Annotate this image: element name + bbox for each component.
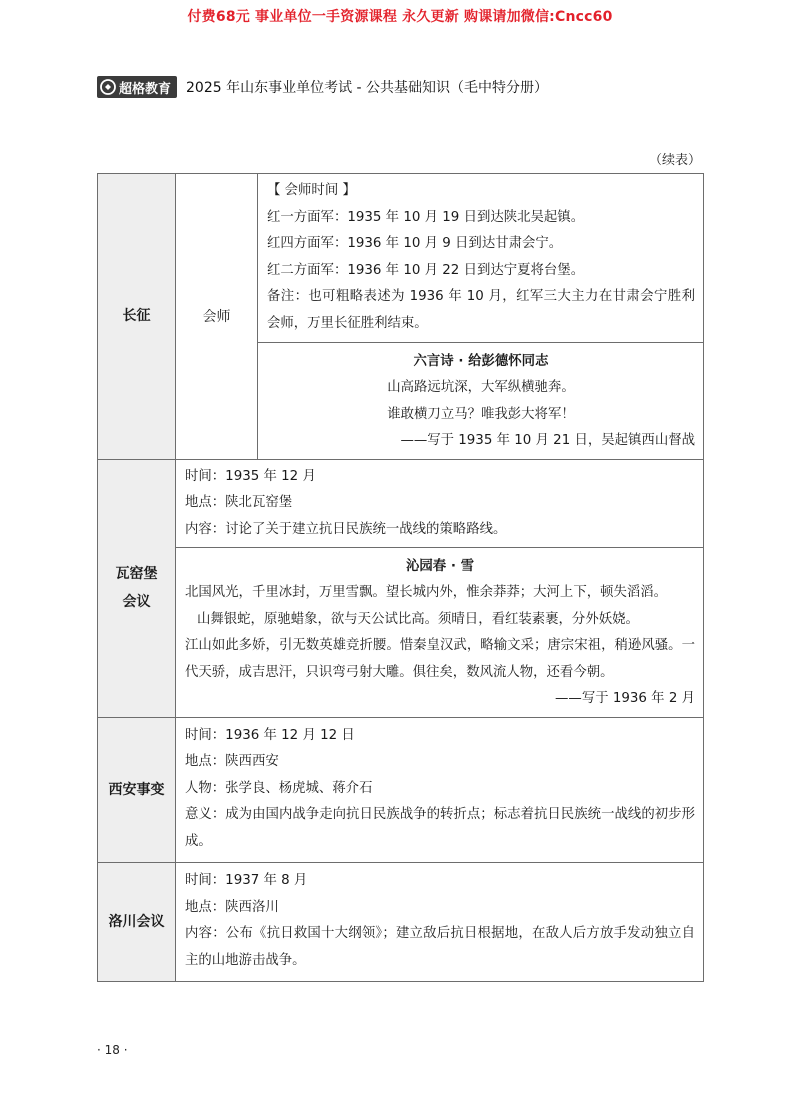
page-number: · 18 ·: [97, 1043, 128, 1057]
logo-text: 超格教育: [119, 81, 172, 97]
promo-banner: 付费68元 事业单位一手资源课程 永久更新 购课请加微信:Cncc60: [187, 9, 613, 25]
poem-cell-peng: [258, 343, 704, 460]
page-header: [97, 76, 548, 98]
table-row-xian: [98, 717, 704, 863]
category-changzheng: 长征: [98, 174, 176, 460]
army-line-2: 红四方面军：1936 年 10 月 9 日到达甘肃会宁。: [267, 236, 563, 251]
army-line-1: 红一方面军：1935 年 10 月 19 日到达陕北吴起镇。: [267, 209, 585, 225]
table-row-wayaobao-info: [98, 459, 704, 548]
content-line: 内容：讨论了关于建立抗日民族统一战线的策略路线。: [185, 521, 507, 537]
logo-icon: [100, 79, 116, 95]
table-row-wayaobao-poem: [98, 548, 704, 718]
poem-title-snow: 沁园春 · 雪: [406, 559, 474, 574]
significance-line: 意义：成为由国内战争走向抗日民族战争的转折点；标志着抗日民族统一战线的初步形成。: [185, 807, 695, 849]
poem-line: 谁敢横刀立马？唯我彭大将军！: [387, 406, 575, 422]
poem-line: 江山如此多娇，引无数英雄竞折腰。惜秦皇汉武，略输文采；唐宗宋祖，稍逊风骚。一代天骄，成吉思汗，只识弯弓射大雕。俱往矣，数风流人物，还看今朝。: [185, 638, 695, 680]
history-table: [97, 173, 704, 982]
place-line: 地点：陕北瓦窑堡: [185, 495, 293, 510]
category-xian: 西安事变: [98, 717, 176, 863]
poem-line: 山舞银蛇，原驰蜡象，欲与天公试比高。须晴日，看红装素裹，分外妖娆。: [197, 611, 639, 627]
poem-signature: ——写于 1935 年 10 月 21 日，吴起镇西山督战: [400, 433, 695, 448]
luochuan-info-cell: [176, 863, 704, 982]
meeting-time-cell: [258, 174, 704, 343]
time-line: 时间：1936 年 12 月 12 日: [185, 727, 355, 743]
poem-signature: ——写于 1936 年 2 月: [555, 691, 695, 706]
table-row-changzheng-meeting: [98, 174, 704, 343]
poem-title-peng: 六言诗 · 给彭德怀同志: [413, 354, 549, 369]
category-luochuan: 洛川会议: [98, 863, 176, 982]
category-line: 会议: [122, 594, 151, 610]
poem-cell-snow: [176, 548, 704, 718]
time-line: 时间：1935 年 12 月: [185, 468, 316, 484]
place-line: 地点：陕西洛川: [185, 899, 279, 915]
content-line: 内容：公布《抗日救国十大纲领》；建立敌后抗日根据地，在敌人后方放手发动独立自主的山地游击战争。: [185, 926, 695, 968]
wayaobao-info-cell: [176, 459, 704, 548]
people-line: 人物：张学良、杨虎城、蒋介石: [185, 780, 373, 796]
place-line: 地点：陕西西安: [185, 754, 279, 769]
xian-info-cell: [176, 717, 704, 863]
category-line: 瓦窑堡: [115, 566, 158, 582]
section-title: 【 会师时间 】: [267, 183, 356, 198]
subcategory-huishi: 会师: [176, 174, 258, 460]
brand-logo: [97, 76, 177, 98]
army-line-3: 红二方面军：1936 年 10 月 22 日到达宁夏将台堡。: [267, 262, 585, 278]
poem-line: 北国风光，千里冰封，万里雪飘。望长城内外，惟余莽莽；大河上下，顿失滔滔。: [185, 585, 668, 600]
meeting-note: 备注：也可粗略表述为 1936 年 10 月，红军三大主力在甘肃会宁胜利会师，万里长征胜利结束。: [267, 289, 695, 331]
continued-label: （续表）: [648, 153, 701, 168]
table-row-luochuan: [98, 863, 704, 982]
category-wayaobao: [98, 459, 176, 717]
time-line: 时间：1937 年 8 月: [185, 873, 308, 888]
header-title: 2025 年山东事业单位考试 - 公共基础知识（毛中特分册）: [186, 80, 549, 96]
poem-line: 山高路远坑深，大军纵横驰奔。: [387, 380, 575, 395]
